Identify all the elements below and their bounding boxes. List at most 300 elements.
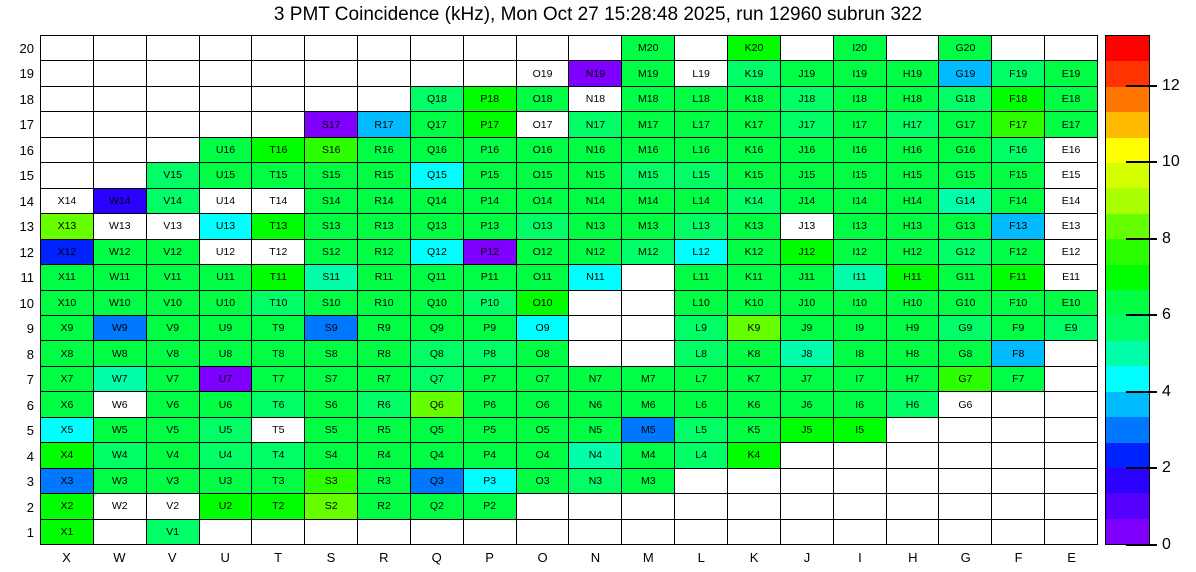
y-axis-tick-label: 1 xyxy=(26,525,34,541)
heatmap-cell-empty xyxy=(569,36,622,61)
heatmap-cell: F8 xyxy=(992,341,1045,366)
heatmap-cell: I12 xyxy=(834,240,887,265)
heatmap-cell-empty xyxy=(622,291,675,316)
colorbar-band xyxy=(1106,163,1149,188)
heatmap-cell: L7 xyxy=(675,367,728,392)
x-axis-tick-label: T xyxy=(274,550,283,565)
heatmap-cell: L9 xyxy=(675,316,728,341)
heatmap-cell: M17 xyxy=(622,112,675,137)
y-axis-tick-label: 16 xyxy=(19,142,34,158)
heatmap-cell-empty xyxy=(992,418,1045,443)
heatmap-cell: L13 xyxy=(675,214,728,239)
heatmap-cell: N12 xyxy=(569,240,622,265)
heatmap-cell: R15 xyxy=(358,163,411,188)
heatmap-cell: K19 xyxy=(728,61,781,86)
heatmap-cell-empty xyxy=(622,341,675,366)
heatmap-cell: R11 xyxy=(358,265,411,290)
heatmap-cell: W4 xyxy=(94,443,147,468)
x-axis-tick-label: X xyxy=(62,550,71,565)
heatmap-cell: J15 xyxy=(781,163,834,188)
heatmap-cell: X14 xyxy=(41,189,94,214)
heatmap-cell: R14 xyxy=(358,189,411,214)
heatmap-cell-empty xyxy=(569,291,622,316)
heatmap-cell: O6 xyxy=(517,392,570,417)
heatmap-cell: O14 xyxy=(517,189,570,214)
heatmap-cell: L19 xyxy=(675,61,728,86)
heatmap-cell-empty xyxy=(517,36,570,61)
heatmap-cell: S15 xyxy=(305,163,358,188)
y-axis-tick-label: 15 xyxy=(19,168,34,184)
heatmap-cell: U10 xyxy=(200,291,253,316)
heatmap-cell: X2 xyxy=(41,494,94,519)
heatmap-cell: Q18 xyxy=(411,87,464,112)
heatmap-cell-empty xyxy=(1045,494,1098,519)
colorbar-tick-label: 4 xyxy=(1162,382,1171,400)
y-axis-tick-label: 2 xyxy=(26,499,34,515)
heatmap-cell: R12 xyxy=(358,240,411,265)
heatmap-cell: W7 xyxy=(94,367,147,392)
heatmap-cell: I10 xyxy=(834,291,887,316)
heatmap-cell: T2 xyxy=(252,494,305,519)
heatmap-cell: O13 xyxy=(517,214,570,239)
heatmap-cell: H12 xyxy=(887,240,940,265)
heatmap-cell: G8 xyxy=(939,341,992,366)
heatmap-cell: R16 xyxy=(358,138,411,163)
heatmap-cell: K12 xyxy=(728,240,781,265)
heatmap-cell-empty xyxy=(992,392,1045,417)
y-axis-tick-label: 13 xyxy=(19,219,34,235)
heatmap-cell-empty xyxy=(992,36,1045,61)
x-axis-tick-label: N xyxy=(590,550,601,565)
heatmap-cell: N5 xyxy=(569,418,622,443)
heatmap-cell-empty xyxy=(305,61,358,86)
heatmap-cell-empty xyxy=(781,520,834,545)
heatmap-cell: L8 xyxy=(675,341,728,366)
heatmap-cell: K4 xyxy=(728,443,781,468)
heatmap-cell: F19 xyxy=(992,61,1045,86)
heatmap-cell: F18 xyxy=(992,87,1045,112)
heatmap-cell: V12 xyxy=(147,240,200,265)
heatmap-cell: H13 xyxy=(887,214,940,239)
heatmap-cell-empty xyxy=(675,469,728,494)
heatmap-cell: S17 xyxy=(305,112,358,137)
y-axis-tick-label: 6 xyxy=(26,397,34,413)
heatmap-cell: O15 xyxy=(517,163,570,188)
heatmap-cell: X6 xyxy=(41,392,94,417)
heatmap-cell-empty xyxy=(94,520,147,545)
heatmap-cell: P3 xyxy=(464,469,517,494)
heatmap-cell: K8 xyxy=(728,341,781,366)
heatmap-cell-empty xyxy=(887,36,940,61)
heatmap-cell: S4 xyxy=(305,443,358,468)
heatmap-cell: X9 xyxy=(41,316,94,341)
heatmap-cell: U9 xyxy=(200,316,253,341)
heatmap-cell: U4 xyxy=(200,443,253,468)
heatmap-cell-empty xyxy=(147,87,200,112)
heatmap-cell: U15 xyxy=(200,163,253,188)
heatmap-cell: H6 xyxy=(887,392,940,417)
heatmap-cell: X3 xyxy=(41,469,94,494)
heatmap-cell: V7 xyxy=(147,367,200,392)
heatmap-cell-empty xyxy=(781,36,834,61)
heatmap-cell: X5 xyxy=(41,418,94,443)
heatmap-cell: N6 xyxy=(569,392,622,417)
heatmap-cell: E18 xyxy=(1045,87,1098,112)
heatmap-cell: L14 xyxy=(675,189,728,214)
heatmap-cell: W10 xyxy=(94,291,147,316)
heatmap-cell: G18 xyxy=(939,87,992,112)
heatmap-cell: N11 xyxy=(569,265,622,290)
heatmap-cell: Q15 xyxy=(411,163,464,188)
heatmap-cell: Q16 xyxy=(411,138,464,163)
heatmap-cell: O16 xyxy=(517,138,570,163)
heatmap-cell: T5 xyxy=(252,418,305,443)
heatmap-cell: W8 xyxy=(94,341,147,366)
heatmap-cell: J14 xyxy=(781,189,834,214)
heatmap-cell: J18 xyxy=(781,87,834,112)
heatmap-cell-empty xyxy=(252,36,305,61)
heatmap-cell: I11 xyxy=(834,265,887,290)
colorbar-tick xyxy=(1126,467,1157,469)
heatmap-cell: H18 xyxy=(887,87,940,112)
heatmap-cell: V10 xyxy=(147,291,200,316)
y-axis-tick-label: 9 xyxy=(26,321,34,337)
heatmap-cell: F11 xyxy=(992,265,1045,290)
colorbar-tick xyxy=(1126,85,1157,87)
heatmap-cell-empty xyxy=(675,520,728,545)
heatmap-cell: Q3 xyxy=(411,469,464,494)
heatmap-cell: O9 xyxy=(517,316,570,341)
heatmap-cell-empty xyxy=(1045,341,1098,366)
heatmap-cell-empty xyxy=(992,520,1045,545)
heatmap-cell: P9 xyxy=(464,316,517,341)
heatmap-cell-empty xyxy=(569,316,622,341)
x-axis-tick-label: M xyxy=(642,550,654,565)
colorbar-tick xyxy=(1126,161,1157,163)
heatmap-cell: G20 xyxy=(939,36,992,61)
heatmap-cell: M18 xyxy=(622,87,675,112)
colorbar-tick xyxy=(1126,238,1157,240)
y-axis-tick-label: 14 xyxy=(19,193,34,209)
heatmap-cell-empty xyxy=(992,469,1045,494)
heatmap-cell: X11 xyxy=(41,265,94,290)
heatmap-cell: S9 xyxy=(305,316,358,341)
heatmap-cell-empty xyxy=(252,87,305,112)
heatmap-cell: L4 xyxy=(675,443,728,468)
colorbar-band xyxy=(1106,214,1149,239)
heatmap-cell: X8 xyxy=(41,341,94,366)
heatmap-cell: N17 xyxy=(569,112,622,137)
heatmap-cell-empty xyxy=(1045,443,1098,468)
heatmap-cell: H17 xyxy=(887,112,940,137)
heatmap-cell: S2 xyxy=(305,494,358,519)
heatmap-cell-empty xyxy=(781,469,834,494)
colorbar-band xyxy=(1106,87,1149,112)
heatmap-cell-empty xyxy=(305,520,358,545)
heatmap-cell: U2 xyxy=(200,494,253,519)
heatmap-cell: M12 xyxy=(622,240,675,265)
heatmap-cell: S14 xyxy=(305,189,358,214)
heatmap-cell: H10 xyxy=(887,291,940,316)
heatmap-cell: Q10 xyxy=(411,291,464,316)
heatmap-cell: V15 xyxy=(147,163,200,188)
y-axis-tick-label: 11 xyxy=(20,270,34,286)
heatmap-cell: I20 xyxy=(834,36,887,61)
heatmap-cell: M20 xyxy=(622,36,675,61)
heatmap-grid xyxy=(40,35,1098,545)
heatmap-cell: H14 xyxy=(887,189,940,214)
heatmap-cell-empty xyxy=(1045,36,1098,61)
heatmap-cell: H9 xyxy=(887,316,940,341)
heatmap-cell: S5 xyxy=(305,418,358,443)
heatmap-cell: T7 xyxy=(252,367,305,392)
heatmap-cell: P16 xyxy=(464,138,517,163)
heatmap-cell-empty xyxy=(569,494,622,519)
heatmap-cell: I15 xyxy=(834,163,887,188)
heatmap-cell: K13 xyxy=(728,214,781,239)
heatmap-cell: Q13 xyxy=(411,214,464,239)
heatmap-cell: I7 xyxy=(834,367,887,392)
heatmap-cell-empty xyxy=(992,443,1045,468)
colorbar-tick-label: 8 xyxy=(1162,229,1171,247)
heatmap-cell: G7 xyxy=(939,367,992,392)
heatmap-cell-empty xyxy=(200,36,253,61)
heatmap-cell-empty xyxy=(41,112,94,137)
heatmap-cell: S16 xyxy=(305,138,358,163)
heatmap-cell-empty xyxy=(1045,469,1098,494)
heatmap-cell-empty xyxy=(834,494,887,519)
heatmap-cell: R3 xyxy=(358,469,411,494)
heatmap-cell-empty xyxy=(1045,520,1098,545)
heatmap-cell: N14 xyxy=(569,189,622,214)
heatmap-cell: U16 xyxy=(200,138,253,163)
colorbar-band xyxy=(1106,392,1149,417)
heatmap-cell-empty xyxy=(94,61,147,86)
heatmap-cell: N4 xyxy=(569,443,622,468)
heatmap-cell: N18 xyxy=(569,87,622,112)
heatmap-cell: M15 xyxy=(622,163,675,188)
x-axis-tick-label: I xyxy=(858,550,862,565)
heatmap-cell: M4 xyxy=(622,443,675,468)
heatmap-cell-empty xyxy=(728,494,781,519)
heatmap-cell: G9 xyxy=(939,316,992,341)
heatmap-cell: I19 xyxy=(834,61,887,86)
colorbar-band xyxy=(1106,519,1149,544)
heatmap-cell: W9 xyxy=(94,316,147,341)
heatmap-cell-empty xyxy=(622,316,675,341)
x-axis-tick-label: Q xyxy=(431,550,442,565)
x-axis-tick-label: F xyxy=(1014,550,1023,565)
heatmap-cell: V9 xyxy=(147,316,200,341)
heatmap-cell: P18 xyxy=(464,87,517,112)
heatmap-cell: J16 xyxy=(781,138,834,163)
heatmap-cell: N19 xyxy=(569,61,622,86)
x-axis-tick-label: S xyxy=(326,550,336,565)
heatmap-cell: I16 xyxy=(834,138,887,163)
heatmap-cell-empty xyxy=(887,469,940,494)
heatmap-cell-empty xyxy=(1045,392,1098,417)
heatmap-cell: R13 xyxy=(358,214,411,239)
heatmap-cell: R8 xyxy=(358,341,411,366)
heatmap-cell: X4 xyxy=(41,443,94,468)
heatmap-cell-empty xyxy=(147,61,200,86)
heatmap-cell-empty xyxy=(781,443,834,468)
heatmap-cell: J12 xyxy=(781,240,834,265)
heatmap-cell: X12 xyxy=(41,240,94,265)
heatmap-cell: S6 xyxy=(305,392,358,417)
heatmap-cell: G10 xyxy=(939,291,992,316)
heatmap-cell: O18 xyxy=(517,87,570,112)
colorbar-band xyxy=(1106,341,1149,366)
heatmap-cell-empty xyxy=(305,87,358,112)
heatmap-cell: V11 xyxy=(147,265,200,290)
heatmap-cell: E10 xyxy=(1045,291,1098,316)
heatmap-cell: S10 xyxy=(305,291,358,316)
x-axis-tick-label: G xyxy=(960,550,971,565)
colorbar-band xyxy=(1106,315,1149,340)
heatmap-cell-empty xyxy=(1045,367,1098,392)
heatmap-cell: M14 xyxy=(622,189,675,214)
heatmap-cell: I17 xyxy=(834,112,887,137)
heatmap-cell: Q14 xyxy=(411,189,464,214)
heatmap-cell: P17 xyxy=(464,112,517,137)
heatmap-cell-empty xyxy=(200,520,253,545)
heatmap-cell: L16 xyxy=(675,138,728,163)
heatmap-cell: J10 xyxy=(781,291,834,316)
heatmap-cell: O8 xyxy=(517,341,570,366)
heatmap-cell: K9 xyxy=(728,316,781,341)
heatmap-cell: P12 xyxy=(464,240,517,265)
heatmap-cell: J11 xyxy=(781,265,834,290)
heatmap-cell: P7 xyxy=(464,367,517,392)
y-axis-tick-label: 10 xyxy=(19,295,34,311)
heatmap-cell: V8 xyxy=(147,341,200,366)
heatmap-cell: T14 xyxy=(252,189,305,214)
x-axis-tick-label: K xyxy=(749,550,759,565)
heatmap-cell: Q7 xyxy=(411,367,464,392)
heatmap-cell: S12 xyxy=(305,240,358,265)
heatmap-cell-empty xyxy=(992,494,1045,519)
heatmap-cell: G12 xyxy=(939,240,992,265)
x-axis-tick-label: L xyxy=(697,550,705,565)
heatmap-cell: T4 xyxy=(252,443,305,468)
heatmap-cell: V1 xyxy=(147,520,200,545)
heatmap-cell-empty xyxy=(939,443,992,468)
heatmap-cell-empty xyxy=(887,418,940,443)
colorbar-band xyxy=(1106,188,1149,213)
heatmap-cell: I9 xyxy=(834,316,887,341)
heatmap-cell: Q8 xyxy=(411,341,464,366)
colorbar-tick xyxy=(1126,314,1157,316)
heatmap-cell-empty xyxy=(41,138,94,163)
y-axis-tick-label: 4 xyxy=(26,448,34,464)
heatmap-cell: M6 xyxy=(622,392,675,417)
heatmap-cell-empty xyxy=(622,494,675,519)
heatmap-cell: E16 xyxy=(1045,138,1098,163)
heatmap-cell-empty xyxy=(834,469,887,494)
heatmap-cell: R7 xyxy=(358,367,411,392)
colorbar-band xyxy=(1106,417,1149,442)
x-axis-tick-label: V xyxy=(167,550,177,565)
heatmap-cell: U13 xyxy=(200,214,253,239)
heatmap-cell-empty xyxy=(728,469,781,494)
heatmap-cell: R9 xyxy=(358,316,411,341)
heatmap-cell: X13 xyxy=(41,214,94,239)
heatmap-cell-empty xyxy=(675,36,728,61)
heatmap-cell: Q6 xyxy=(411,392,464,417)
y-axis-tick-label: 7 xyxy=(26,372,34,388)
y-axis-tick-label: 8 xyxy=(26,346,34,362)
heatmap-cell: U8 xyxy=(200,341,253,366)
heatmap-cell: H19 xyxy=(887,61,940,86)
heatmap-cell: M13 xyxy=(622,214,675,239)
heatmap-cell: P8 xyxy=(464,341,517,366)
heatmap-cell: O10 xyxy=(517,291,570,316)
heatmap-cell-empty xyxy=(41,61,94,86)
heatmap-cell-empty xyxy=(200,112,253,137)
heatmap-cell: T12 xyxy=(252,240,305,265)
heatmap-cell: T13 xyxy=(252,214,305,239)
heatmap-cell: X7 xyxy=(41,367,94,392)
heatmap-cell: X10 xyxy=(41,291,94,316)
heatmap-cell: T8 xyxy=(252,341,305,366)
heatmap-cell: W3 xyxy=(94,469,147,494)
heatmap-cell: U7 xyxy=(200,367,253,392)
heatmap-cell: U12 xyxy=(200,240,253,265)
heatmap-cell: E19 xyxy=(1045,61,1098,86)
heatmap-cell-empty xyxy=(517,520,570,545)
heatmap-cell: J13 xyxy=(781,214,834,239)
heatmap-cell-empty xyxy=(622,520,675,545)
heatmap-cell-empty xyxy=(252,520,305,545)
heatmap-cell: W14 xyxy=(94,189,147,214)
heatmap-cell: N15 xyxy=(569,163,622,188)
heatmap-cell-empty xyxy=(358,87,411,112)
heatmap-cell-empty xyxy=(887,494,940,519)
heatmap-cell: L15 xyxy=(675,163,728,188)
heatmap-cell-empty xyxy=(41,36,94,61)
heatmap-cell: Q12 xyxy=(411,240,464,265)
heatmap-cell: R10 xyxy=(358,291,411,316)
heatmap-cell: S7 xyxy=(305,367,358,392)
heatmap-cell: L6 xyxy=(675,392,728,417)
heatmap-cell: G13 xyxy=(939,214,992,239)
heatmap-cell-empty xyxy=(358,36,411,61)
heatmap-cell: J5 xyxy=(781,418,834,443)
colorbar-band xyxy=(1106,493,1149,518)
heatmap-cell: H8 xyxy=(887,341,940,366)
heatmap-cell: M19 xyxy=(622,61,675,86)
heatmap-cell: K5 xyxy=(728,418,781,443)
heatmap-cell: K7 xyxy=(728,367,781,392)
x-axis-tick-label: R xyxy=(379,550,389,565)
heatmap-cell: F13 xyxy=(992,214,1045,239)
heatmap-cell: R4 xyxy=(358,443,411,468)
heatmap-cell: G14 xyxy=(939,189,992,214)
colorbar-band xyxy=(1106,290,1149,315)
heatmap-cell: V2 xyxy=(147,494,200,519)
heatmap-cell: K10 xyxy=(728,291,781,316)
heatmap-cell: L5 xyxy=(675,418,728,443)
colorbar-band xyxy=(1106,443,1149,468)
y-axis-tick-label: 20 xyxy=(19,40,34,56)
heatmap-cell: O5 xyxy=(517,418,570,443)
colorbar-tick-label: 2 xyxy=(1162,459,1171,477)
heatmap-cell-empty xyxy=(411,36,464,61)
heatmap-cell: E11 xyxy=(1045,265,1098,290)
heatmap-cell: R6 xyxy=(358,392,411,417)
heatmap-cell: P2 xyxy=(464,494,517,519)
